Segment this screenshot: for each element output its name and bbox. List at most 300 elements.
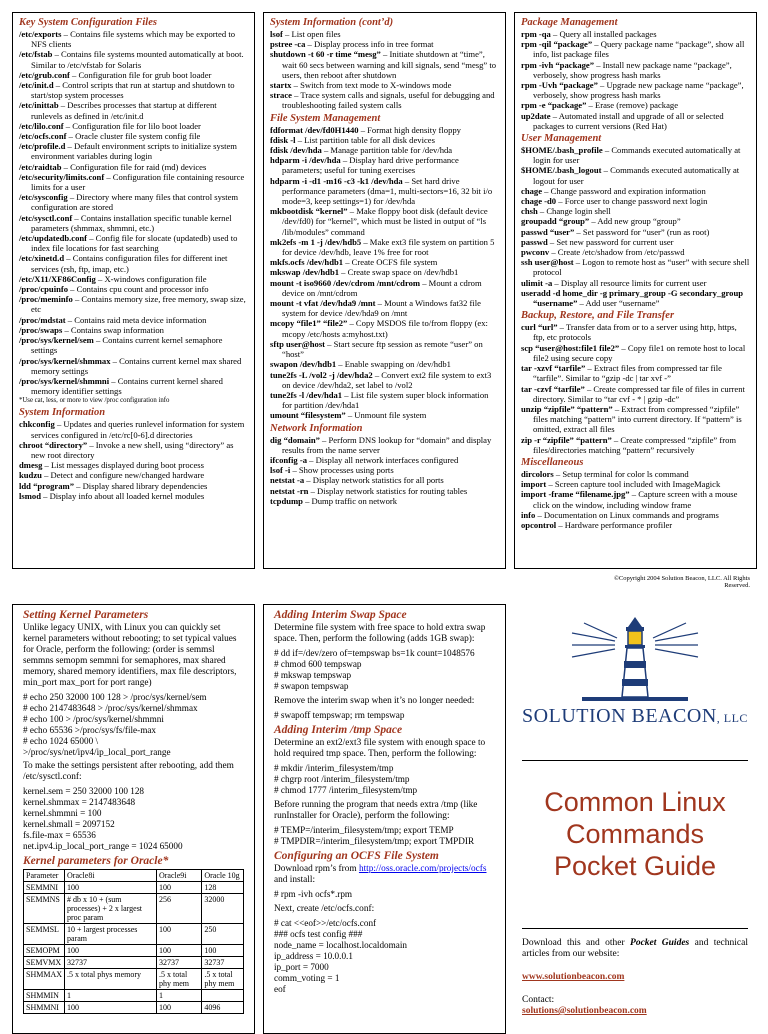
table-row (24, 924, 244, 945)
command-line: # echo 65536 >/proc/sys/fs/file-max (23, 725, 157, 735)
command-name: /proc/cpuinfo (19, 284, 69, 295)
list-item (270, 176, 499, 207)
list-item (521, 257, 750, 277)
swap-text: Determine file system with free space to hold extra swap space. Then, perform the following (adds 1GB swap): (274, 623, 486, 644)
command-line: # rpm -ivh ocfs*.rpm (274, 889, 353, 899)
swap-remove-commands (274, 710, 495, 721)
section-title: Configuring an OCFS File System (274, 850, 439, 862)
command-description: – Erase (remove) package (586, 100, 679, 111)
table-cell: 100 (65, 882, 157, 894)
list-item (521, 237, 750, 247)
download-text (522, 938, 748, 960)
section-title: Key System Configuration Files (19, 17, 157, 28)
section-title: Backup, Restore, and File Transfer (521, 310, 675, 322)
table-cell (202, 990, 244, 1002)
list-item (19, 162, 248, 172)
list-item (521, 510, 750, 520)
list-item (19, 121, 248, 131)
swap-commands (274, 648, 495, 692)
backup-list (521, 322, 750, 455)
ocfs-link[interactable]: http://oss.oracle.com/projects/ocfs (358, 864, 487, 874)
table-cell: .5 x total phys memory (65, 969, 157, 990)
list-item (521, 384, 750, 404)
command-name: tar -czvf “tarfile” (521, 383, 585, 394)
command-name: /etc/security/limits.conf (19, 171, 105, 182)
table-header-cell: Parameter (24, 870, 65, 882)
user-management-list (521, 145, 750, 308)
section-title: Kernel parameters for Oracle* (23, 855, 169, 867)
list-item (521, 206, 750, 216)
command-description: – Contains current kernel max shared memory settings (31, 355, 242, 376)
command-name: pwconv (521, 247, 550, 258)
command-line: >/proc/sys/net/ipv4/ip_local_port_range (23, 747, 171, 757)
contact-label: Contact: (522, 995, 555, 1005)
section-title: User Management (521, 133, 602, 145)
section-title: Setting Kernel Parameters (23, 609, 149, 621)
list-item (19, 192, 248, 212)
sysctl-conf (23, 786, 244, 852)
command-description: – Describes processes that startup at different runlevels as defined in /etc/init.d (31, 100, 217, 121)
command-name: /proc/meminfo (19, 294, 73, 305)
website-link[interactable]: www.solutionbeacon.com (522, 972, 625, 982)
panel-kernel-params (12, 604, 255, 1034)
table-header-cell: Oracle 10g (202, 870, 244, 882)
command-description: – Updates and queries runlevel information for system services configured in /etc/rc[0-6].d directories (31, 419, 245, 440)
command-line: # chgrp root /interim_filesystem/tmp (274, 774, 410, 784)
section-title: Package Management (521, 17, 618, 28)
command-description: – List messages displayed during boot process (42, 460, 204, 471)
command-name: hdparm -i /dev/hda (270, 155, 341, 166)
command-name: netstat -rn (270, 485, 309, 496)
command-description: – Create OCFS file system (343, 257, 438, 268)
command-description: – Display all network interfaces configured (307, 454, 459, 465)
table-cell: 100 (156, 882, 201, 894)
ocfs-download-pre: Download rpm’s from (274, 864, 359, 874)
list-item (521, 479, 750, 489)
command-description: – Set hard drive performance parameters (dma=1, multi-sectors=16, 32 bit i/o mode=3, keep settings=1) for /dev/hda (282, 175, 493, 207)
table-row (24, 894, 244, 924)
command-line: # echo 1024 65000 \ (23, 736, 99, 746)
command-description: – Commands executed automatically at login for user (533, 145, 741, 166)
command-line: # echo 100 > /proc/sys/kernel/shmmni (23, 714, 164, 724)
command-name: lsof (270, 29, 283, 39)
file-system-list (270, 125, 499, 421)
command-line: # swapon tempswap (274, 681, 349, 691)
command-description: – Switch from text mode to X-windows mode (291, 80, 452, 91)
command-description: – Control scripts that run at startup and shutdown to start/stop system processes (31, 80, 235, 101)
table-cell: 32737 (202, 957, 244, 969)
table-cell: 128 (202, 882, 244, 894)
config-files-list (19, 29, 248, 396)
list-item (270, 359, 499, 369)
command-name: fdisk /dev/hda (270, 145, 322, 156)
swap-remove-text: Remove the interim swap when it’s no longer needed: (274, 696, 475, 706)
package-list (521, 29, 750, 131)
command-name: chage (521, 185, 543, 196)
table-cell: 32737 (156, 957, 201, 969)
system-info-list (19, 419, 248, 501)
download-em: Pocket Guides (630, 938, 690, 948)
list-item (19, 440, 248, 460)
command-name: unzip “zipfile” “pattern” (521, 403, 613, 414)
email-link[interactable]: solutions@solutionbeacon.com (522, 1006, 647, 1016)
brand-text: SOLUTION BEACON (522, 705, 717, 727)
table-cell: SEMMNS (24, 894, 65, 924)
list-item (19, 29, 248, 49)
command-description: – Mount a cdrom device on /mnt/cdrom (282, 277, 482, 298)
command-name: kudzu (19, 470, 42, 481)
command-name: lsof -i (270, 465, 291, 476)
command-name: /etc/X11/XF86Config (19, 273, 96, 284)
command-name: /etc/inittab (19, 100, 59, 111)
guide-title-line: Commands (565, 819, 705, 849)
command-description: – Force user to change password next login (556, 196, 708, 207)
list-item (270, 298, 499, 318)
command-name: ldd “program” (19, 480, 74, 491)
command-name: dircolors (521, 468, 554, 479)
list-item (19, 284, 248, 294)
list-item (521, 363, 750, 383)
footnote: *Use cat, less, or more to view /proc configuration info (19, 397, 170, 405)
command-description: – Configuration file for raid (md) devices (61, 161, 207, 172)
command-description: – Trace system calls and signals, useful for debugging and troubleshooting failed system calls (282, 90, 495, 111)
command-description: – Detect and configure new/changed hardware (41, 470, 205, 481)
command-name: ssh user@host (521, 257, 574, 268)
command-name: /proc/sys/kernel/sem (19, 335, 94, 346)
command-description: – X-windows configuration file (95, 273, 207, 284)
table-cell: 100 (202, 945, 244, 957)
ocfs-conf-commands (274, 918, 495, 995)
table-cell: SHMMIN (24, 990, 65, 1002)
list-item (19, 233, 248, 253)
command-description: – Contains file systems which may be exported to NFS clients (31, 29, 236, 50)
command-name: /etc/grub.conf (19, 69, 70, 80)
command-line: ip_address = 10.0.0.1 (274, 951, 353, 961)
table-cell: SHMMNI (24, 1002, 65, 1014)
command-name: mkswap /dev/hdb1 (270, 267, 340, 278)
divider (522, 760, 748, 761)
command-line: fs.file-max = 65536 (23, 830, 96, 840)
command-name: hdparm -i -d1 -m16 -c3 -k1 /dev/hda (270, 175, 403, 186)
command-description: – Configuration file for lilo boot loader (63, 120, 201, 131)
command-name: chkconfig (19, 419, 55, 430)
list-item (19, 335, 248, 355)
command-name: /proc/mdstat (19, 314, 66, 325)
command-description: – Configuration file for grub boot loader (69, 69, 212, 80)
command-description: – Change login shell (537, 206, 611, 217)
command-name: umount “filesystem” (270, 410, 346, 421)
command-name: /etc/sysconfig (19, 192, 68, 203)
list-item (19, 491, 248, 501)
command-line: kernel.shmmni = 100 (23, 808, 102, 818)
list-item (19, 213, 248, 233)
command-description: – Contains cpu count and processor info (68, 284, 209, 295)
table-row (24, 1002, 244, 1014)
list-item (521, 80, 750, 100)
command-name: pstree -ca (270, 39, 306, 50)
command-name: useradd -d home_dir -g primary_group -G secondary_group “username” (521, 287, 744, 309)
table-row (24, 882, 244, 894)
table-cell: 32737 (65, 957, 157, 969)
command-name: rpm -ivh “package” (521, 59, 595, 70)
table-cell: .5 x total phy mem (156, 969, 201, 990)
command-description: – Contains current kernel semaphore settings (31, 335, 223, 356)
command-name: mkfs.ocfs /dev/hdb1 (270, 257, 344, 268)
command-description: – Contains configuration files for different inet services (rsh, ftp, imap, etc.) (31, 253, 228, 274)
list-item (19, 325, 248, 335)
list-item (270, 410, 499, 420)
kernel-param-table (23, 869, 244, 1014)
command-description: – Create /etc/shadow from /etc/passwd (549, 247, 685, 258)
guide-title-line: Pocket Guide (553, 851, 717, 881)
command-description: – Invoke a new shell, using “directory” as new root directory (31, 439, 234, 460)
command-line: node_name = localhost.localdomain (274, 940, 408, 950)
table-cell: # db x 10 + (sum processes) + 2 x largest proc param (65, 894, 157, 924)
table-cell: 4096 (202, 1002, 244, 1014)
list-item (521, 288, 750, 308)
tmp-text: Determine an ext2/ext3 file system with enough space to hold required tmp space. Then, perform the following: (274, 738, 486, 759)
command-description: – Change password and expiration information (542, 185, 706, 196)
section-title: Adding Interim /tmp Space (274, 724, 403, 736)
list-item (521, 247, 750, 257)
list-item (521, 186, 750, 196)
command-description: – Screen capture tool included with ImageMagick (546, 479, 721, 490)
panel-swap-tmp-ocfs (263, 604, 506, 1034)
command-description: – Contains memory size, free memory, swap size, etc (31, 294, 246, 315)
command-description: – Display hard drive performance parameters; useful for tuning exercises (282, 155, 459, 176)
command-name: rpm -qil “package” (521, 39, 593, 50)
command-name: scp “user@host:file1 file2” (521, 342, 620, 353)
list-item (19, 419, 248, 439)
command-description: – Initiate shutdown at “time”, wait 60 secs between warning and kill signals, send “mesg” to users, then reboot after shutdown (282, 49, 497, 80)
list-item (521, 489, 750, 509)
list-item (270, 29, 499, 39)
list-item (19, 70, 248, 80)
list-item (270, 390, 499, 410)
list-item (270, 278, 499, 298)
contact-info (522, 938, 748, 1017)
table-cell: 100 (65, 1002, 157, 1014)
command-description: – Query all installed packages (550, 29, 657, 39)
list-item (270, 125, 499, 135)
command-line: # chmod 600 tempswap (274, 659, 362, 669)
command-line: # TMPDIR=/interim_filesystem/tmp; export TMPDIR (274, 836, 475, 846)
command-description: – Automated install and upgrade of all or selected packages to current versions (Red Hat) (533, 110, 724, 131)
table-row (24, 969, 244, 990)
list-item (19, 294, 248, 314)
list-item (270, 267, 499, 277)
command-description: – Copy MSDOS file to/from floppy (ex: mcopy /etc/hosts a:myhost.txt) (282, 318, 488, 339)
table-cell: 256 (156, 894, 201, 924)
list-item (270, 39, 499, 49)
command-name: mk2efs -m 1 -j /dev/hdb5 (270, 236, 362, 247)
command-name: import -frame “filename.jpg” (521, 489, 630, 500)
table-cell: SEMMNI (24, 882, 65, 894)
list-item (19, 253, 248, 273)
list-item (19, 80, 248, 100)
command-name: passwd (521, 236, 548, 247)
command-description: – Display network statistics for all ports (304, 475, 444, 486)
section-title: File System Management (270, 112, 381, 124)
command-name: info (521, 509, 536, 520)
command-line: ip_port = 7000 (274, 962, 329, 972)
command-description: – Contains swap information (62, 324, 164, 335)
command-name: zip -r “zipfile” “pattern” (521, 434, 612, 445)
brand-suffix: , LLC (716, 711, 748, 725)
table-cell: 1 (156, 990, 201, 1002)
table-header-cell: Oracle8i (65, 870, 157, 882)
command-name: mount -t iso9660 /dev/cdrom /mnt/cdrom (270, 277, 421, 288)
list-item (19, 274, 248, 284)
command-description: – Format high density floppy (358, 124, 461, 135)
command-name: fdisk -l (270, 134, 296, 145)
command-description: – Add user “username” (577, 298, 660, 309)
command-description: – Query package name “package”, show all info, list package files (533, 39, 745, 60)
command-description: – Transfer data from or to a server using http, https, ftp, etc protocols (533, 322, 737, 343)
command-description: – Display shared library dependencies (74, 480, 208, 491)
lighthouse-icon (522, 611, 748, 703)
command-description: – Dump traffic on network (302, 495, 398, 506)
list-item (270, 318, 499, 338)
brand-logo (522, 611, 748, 751)
list-item (270, 237, 499, 257)
command-description: – Logon to remote host as “user” with secure shell protocol (533, 257, 750, 278)
command-description: – Start secure ftp session as remote “user” on “host” (282, 338, 483, 360)
command-description: – Capture screen with a mouse click on the window, including window frame (533, 489, 738, 510)
command-description: – Install new package name “package”, verbosely, show progress hash marks (533, 59, 732, 80)
command-description: – Documentation on Linux commands and programs (535, 509, 719, 520)
command-name: fdformat /dev/fd0H1440 (270, 124, 359, 135)
list-item (270, 49, 499, 80)
list-item (270, 370, 499, 390)
command-description: – Make floppy boot disk (default device /dev/fd0) for “kernel”, which must be listed in output of “ls /lib/modules” command (282, 206, 488, 237)
list-item (270, 475, 499, 485)
guide-title (522, 786, 748, 882)
list-item (270, 486, 499, 496)
command-description: – Directory where many files that control system configuration are stored (31, 192, 239, 213)
list-item (521, 322, 750, 342)
command-description: – Contains raid meta device information (65, 314, 207, 325)
command-name: rpm -qa (521, 29, 551, 39)
command-line: net.ipv4.ip_local_port_range = 1024 65000 (23, 841, 183, 851)
command-line: # TEMP=/interim_filesystem/tmp; export TEMP (274, 825, 454, 835)
command-description: – Create swap space on /dev/hdb1 (339, 267, 459, 278)
network-list (270, 435, 499, 506)
command-description: – Default environment scripts to initialize system environment variables during login (31, 141, 237, 162)
command-description: – Manage partition table for /dev/hda (321, 145, 453, 156)
list-item (270, 145, 499, 155)
command-line: eof (274, 984, 286, 994)
table-cell: 100 (156, 1002, 201, 1014)
table-cell: SEMVMX (24, 957, 65, 969)
command-name: chroot “directory” (19, 439, 88, 450)
list-item (270, 135, 499, 145)
list-item (521, 60, 750, 80)
section-title: Miscellaneous (521, 456, 584, 468)
command-line: # echo 2147483648 > /proc/sys/kernel/shmmax (23, 703, 198, 713)
command-line: # mkswap tempswap (274, 670, 352, 680)
list-item (521, 100, 750, 110)
command-line: # chmod 1777 /interim_filesystem/tmp (274, 785, 418, 795)
list-item (19, 481, 248, 491)
section-title: Network Information (270, 422, 363, 434)
command-description: – List open files (282, 29, 341, 39)
table-cell: .5 x total phy mem (202, 969, 244, 990)
list-item (521, 39, 750, 59)
command-name: /etc/updatedb.conf (19, 233, 88, 244)
command-description: – Make ext3 file system on partition 5 for device /dev/hdb, leave 1% free for root (282, 236, 495, 258)
panel-config-files (12, 12, 255, 569)
command-name: /etc/lilo.conf (19, 120, 64, 131)
command-description: – Create compressed “zipfile” from files/directories matching “pattern” recursively (533, 434, 737, 455)
list-item (270, 465, 499, 475)
ocfs-install-commands (274, 889, 495, 900)
command-name: sftp user@host (270, 338, 326, 349)
list-item (521, 29, 750, 39)
command-name: $HOME/.bash_profile (521, 145, 603, 156)
section-title: System Information (cont’d) (270, 17, 394, 28)
command-description: – Configuration file containing resource limits for a user (31, 171, 245, 193)
table-cell: 10 + largest processes param (65, 924, 157, 945)
panel-system-info-cont (263, 12, 506, 569)
table-row (24, 945, 244, 957)
kernel-intro: Unlike legacy UNIX, with Linux you can quickly set kernel parameters without rebooting; to set typical values for Oracle, perform the following: (order is semmsl semmns semopm semmni for semaphores, max shared memory, shared memory identifiers, max file descriptors, min_port max_port for port range) (23, 623, 237, 688)
table-cell: SEMMSL (24, 924, 65, 945)
command-name: import (521, 479, 547, 490)
command-description: – Display all resource limits for current user (552, 277, 707, 288)
command-name: /etc/raidtab (19, 161, 62, 172)
command-name: /etc/ocfs.conf (19, 131, 67, 142)
command-description: – Copy file1 on remote host to local file2 using secure copy (533, 342, 746, 363)
list-item (521, 469, 750, 479)
command-name: mount -t vfat /dev/hda9 /mnt (270, 298, 376, 309)
list-item (521, 216, 750, 226)
command-description: – Oracle cluster file system config file (66, 131, 201, 142)
command-line: # cat <<eof>>/etc/ocfs.conf (274, 918, 377, 928)
list-item (270, 496, 499, 506)
system-info-cont-list (270, 29, 499, 111)
list-item (521, 404, 750, 435)
command-line: # swapoff tempswap; rm tempswap (274, 710, 405, 720)
command-name: /etc/profile.d (19, 141, 66, 152)
table-header-cell: Oracle9i (156, 870, 201, 882)
command-name: dmesg (19, 460, 43, 471)
download-post: and technical articles from our website: (522, 938, 748, 959)
command-description: – Enable swapping on /dev/hdb1 (336, 359, 451, 370)
list-item (19, 470, 248, 480)
command-name: opcontrol (521, 519, 557, 530)
command-name: ifconfig -a (270, 454, 307, 465)
download-pre: Download this and other (522, 938, 631, 948)
copyright: ©Copyright 2004 Solution Beacon, LLC. All Rights Reserved. (613, 575, 750, 589)
command-name: lsmod (19, 490, 41, 501)
command-name: tcpdump (270, 495, 303, 506)
command-name: tune2fs -l /dev/hda1 (270, 389, 343, 400)
command-description: – Create compressed tar file of files in current directory. Similar to “tar cvf - * | gzip -dc” (533, 383, 745, 404)
command-description: – Config file for slocate (updatedb) used to index file locations for fast searching (31, 233, 238, 254)
command-description: – Unmount file system (345, 410, 427, 421)
table-cell: 100 (156, 945, 201, 957)
list-item (521, 278, 750, 288)
command-name: dig “domain” (270, 434, 320, 445)
command-name: rpm -e “package” (521, 100, 587, 111)
command-name: /etc/sysctl.conf (19, 212, 73, 223)
command-name: /etc/xinetd.d (19, 253, 65, 264)
command-line: ### ocfs test config ### (274, 929, 363, 939)
section-title: Adding Interim Swap Space (274, 609, 407, 621)
command-name: strace (270, 90, 292, 101)
command-description: – Contains installation specific tunable kernel parameters (shmmax, shmmni, etc.) (31, 212, 232, 233)
